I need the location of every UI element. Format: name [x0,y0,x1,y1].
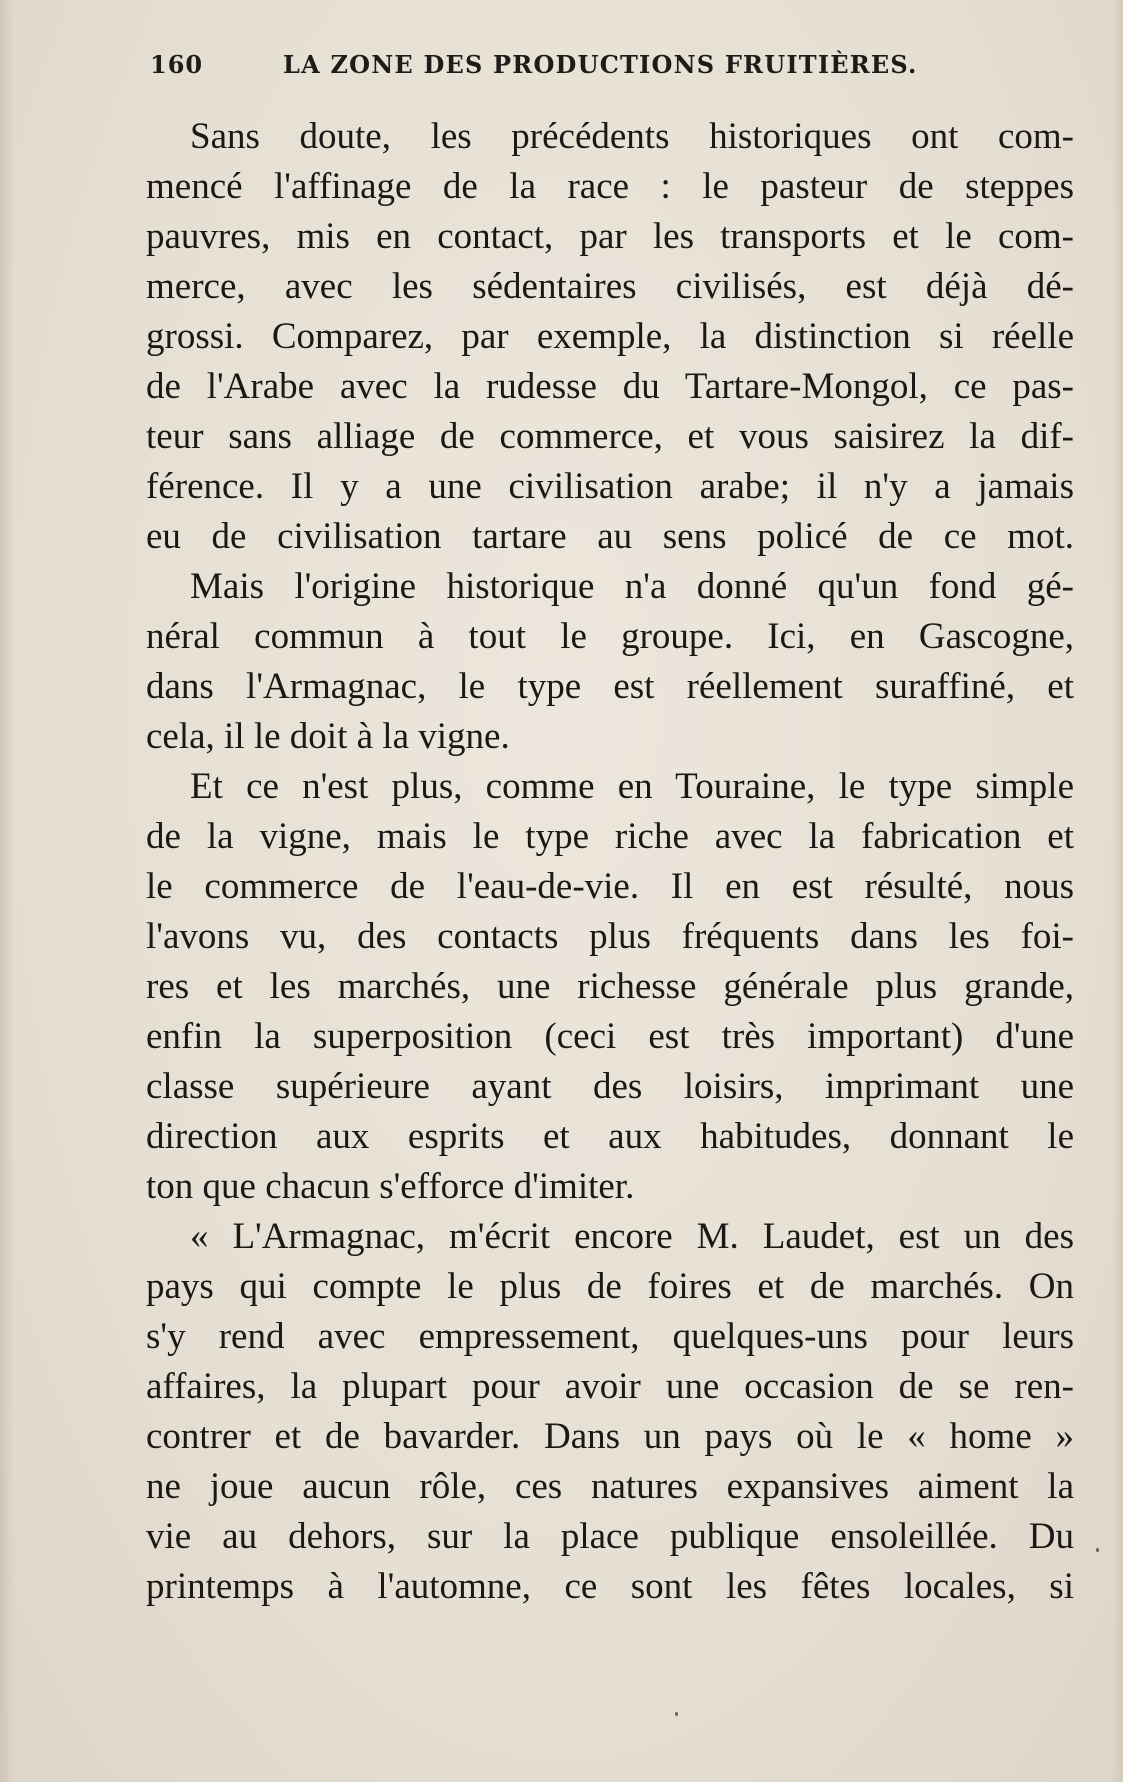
text-line: eu de civilisation tartare au sens policé de ce mot. [146,516,1074,557]
text-line: grossi. Comparez, par exemple, la distinction si réelle [146,316,1074,357]
text-line: dans l'Armagnac, le type est réellement suraffiné, et [146,666,1074,707]
text-line: affaires, la plupart pour avoir une occasion de se ren- [146,1366,1074,1407]
paper-speck [675,1712,678,1716]
scan-edge-left [0,0,14,1782]
text-line: de la vigne, mais le type riche avec la fabrication et [146,816,1074,857]
page-number: 160 [150,50,204,79]
text-line: « L'Armagnac, m'écrit encore M. Laudet, est un des [190,1216,1074,1257]
page-header [150,44,970,84]
text-line: ne joue aucun rôle, ces natures expansives aiment la [146,1466,1074,1507]
text-line: merce, avec les sédentaires civilisés, est déjà dé- [146,266,1074,307]
text-line: enfin la superposition (ceci est très important) d'une [146,1016,1074,1057]
paragraph [146,762,1074,1212]
text-line: contrer et de bavarder. Dans un pays où le « home » [146,1416,1074,1457]
text-line: printemps à l'automne, ce sont les fêtes locales, si [146,1566,1074,1607]
text-line: teur sans alliage de commerce, et vous saisirez la dif- [146,416,1074,457]
text-line: néral commun à tout le groupe. Ici, en Gascogne, [146,616,1074,657]
text-line: de l'Arabe avec la rudesse du Tartare-Mongol, ce pas- [146,366,1074,407]
text-line: Et ce n'est plus, comme en Touraine, le type simple [190,766,1074,807]
scan-edge-right [1113,0,1123,1782]
text-line: cela, il le doit à la vigne. [146,716,510,757]
text-line: direction aux esprits et aux habitudes, donnant le [146,1116,1074,1157]
text-line: vie au dehors, sur la place publique ensoleillée. Du [146,1516,1074,1557]
text-line: pays qui compte le plus de foires et de marchés. On [146,1266,1074,1307]
text-line: s'y rend avec empressement, quelques-uns pour leurs [146,1316,1074,1357]
text-line: l'avons vu, des contacts plus fréquents dans les foi- [146,916,1074,957]
text-line: res et les marchés, une richesse générale plus grande, [146,966,1074,1007]
text-line: mencé l'affinage de la race : le pasteur de steppes [146,166,1074,207]
text-line: Mais l'origine historique n'a donné qu'un fond gé- [190,566,1074,607]
text-line: le commerce de l'eau-de-vie. Il en est résulté, nous [146,866,1074,907]
paragraph [146,1212,1074,1612]
running-title: LA ZONE DES PRODUCTIONS FRUITIÈRES. [283,50,918,79]
text-line: férence. Il y a une civilisation arabe; il n'y a jamais [146,466,1074,507]
text-line: ton que chacun s'efforce d'imiter. [146,1166,635,1207]
paragraph [146,562,1074,762]
text-line: pauvres, mis en contact, par les transports et le com- [146,216,1074,257]
body-text [146,112,1074,1612]
paragraph [146,112,1074,562]
text-line: Sans doute, les précédents historiques ont com- [190,116,1074,157]
paper-speck [1096,1548,1099,1552]
text-line: classe supérieure ayant des loisirs, imprimant une [146,1066,1074,1107]
